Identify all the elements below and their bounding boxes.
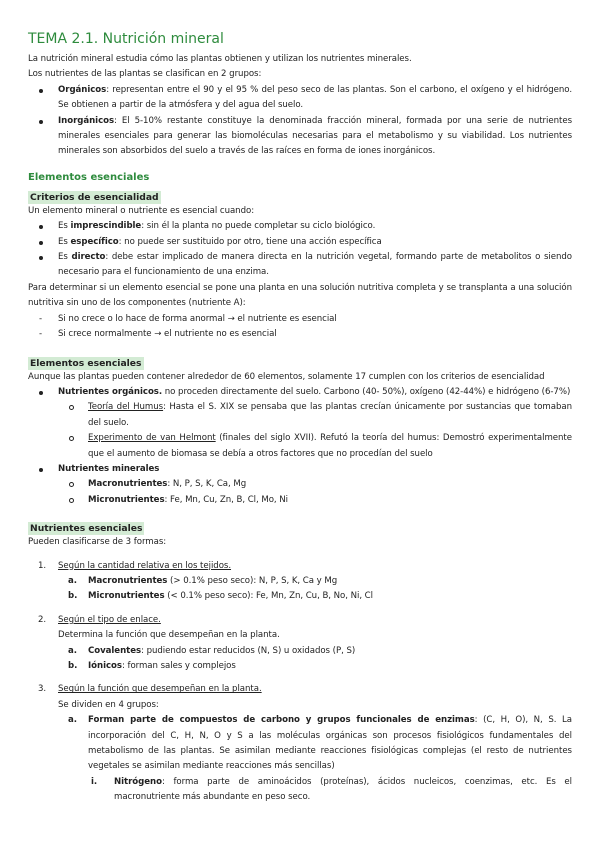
- item-number: 2.: [38, 614, 47, 625]
- item-letter: b.: [68, 661, 78, 671]
- lettered-item: [28, 659, 572, 674]
- item-title: Según el tipo de enlace.: [58, 614, 161, 625]
- paragraph: Un elemento mineral o nutriente es esencial cuando:: [28, 205, 255, 216]
- item-letter: b.: [68, 591, 78, 602]
- subsection-heading: Nutrientes esenciales: [30, 523, 143, 535]
- list-item: [28, 462, 572, 477]
- list-item: [28, 235, 572, 250]
- sub-list-item: [28, 477, 572, 492]
- intro-line: Los nutrientes de las plantas se clasifican en 2 grupos:: [28, 69, 262, 80]
- sub-list-item: [28, 431, 572, 462]
- term: Nutrientes orgánicos.: [58, 386, 163, 397]
- item-number: 3.: [38, 684, 47, 695]
- list-item: [28, 250, 572, 281]
- term: Inorgánicos: [58, 115, 115, 126]
- lettered-item: [28, 644, 572, 659]
- term: imprescindible: [70, 221, 142, 232]
- list-item: [28, 83, 572, 114]
- item-text: : sin él la planta no puede completar su ciclo biológico.: [141, 221, 376, 232]
- term: directo: [71, 252, 106, 263]
- term: Nitrógeno: [114, 776, 162, 787]
- item-text: (finales del siglo XVII). Refutó la teoría del humus: Demostró experimentalmente que el aumento de biomasa se debía a otros factores que no procedían del suelo: [88, 433, 572, 459]
- lettered-item: [28, 574, 572, 589]
- term: Iónicos: [88, 661, 122, 671]
- section-heading: Elementos esenciales: [28, 171, 150, 183]
- dash-item: - Si crece normalmente → el nutriente no es esencial: [28, 327, 572, 342]
- item-title: Según la cantidad relativa en los tejidos.: [58, 560, 232, 571]
- term: Macronutrientes: [88, 575, 168, 586]
- item-letter: a.: [68, 715, 77, 726]
- item-text: : forma parte de aminoácidos (proteínas), ácidos nucleicos, coenzimas, etc. Es el macronutriente más abundante en peso seco.: [114, 776, 572, 803]
- item-description: Se dividen en 4 grupos:: [58, 699, 159, 710]
- item-text: : Fe, Mn, Cu, Zn, B, Cl, Mo, Ni: [164, 494, 289, 505]
- sub-list-item: [28, 493, 572, 508]
- numbered-item: [28, 559, 572, 574]
- item-text: : pudiendo estar reducidos (N, S) u oxidados (P, S): [141, 645, 356, 656]
- intro-line: La nutrición mineral estudia cómo las plantas obtienen y utilizan los nutrientes minerales.: [28, 54, 412, 64]
- term: Micronutrientes: [88, 591, 165, 602]
- item-number: 1.: [38, 560, 47, 571]
- item-text: Es: [58, 236, 71, 247]
- item-title: Según la función que desempeñan en la planta.: [58, 684, 262, 695]
- sub-list-item: [28, 400, 572, 431]
- term: Micronutrientes: [88, 494, 165, 505]
- item-text: (< 0.1% peso seco): Fe, Mn, Zn, Cu, B, No, Ni, Cl: [164, 591, 373, 602]
- paragraph: Pueden clasificarse de 3 formas:: [28, 537, 167, 548]
- item-text: : representan entre el 90 y el 95 % del peso seco de las plantas. Son el carbono, el oxígeno y el hidrógeno. Se obtienen a partir de la atmósfera y del agua del suelo.: [58, 84, 572, 111]
- roman-item: [28, 775, 572, 806]
- lettered-item: [28, 589, 572, 604]
- item-text: : forman sales y complejos: [121, 661, 236, 671]
- item-text: no proceden directamente del suelo. Carbono (40- 50%), oxígeno (42-44%) e hidrógeno (6-7%): [162, 386, 571, 397]
- paragraph: Para determinar si un elemento esencial se pone una planta en una solución nutritiva completa y se transplanta a una solución nutritiva sin uno de los componentes (nutriente A):: [28, 282, 572, 309]
- item-text: Es: [58, 252, 72, 263]
- lettered-item: [28, 713, 572, 775]
- dash-item: - Si no crece o lo hace de forma anormal → el nutriente es esencial: [28, 312, 572, 327]
- item-text: : El 5-10% restante constituye la denominada fracción mineral, formada por una serie de nutrientes minerales esenciales para generar las biomoléculas necesarias para el metabolismo y su viabilidad. Los nutrientes minerales son absorbidos del suelo a través de las raíces en forma de iones inorgánicos.: [58, 115, 572, 157]
- item-text: Es: [58, 221, 71, 232]
- item-text: : debe estar implicado de manera directa en la nutrición vegetal, formando parte de metabolitos o siendo necesario para el funcionamiento de una enzima.: [58, 252, 572, 278]
- list-item: [28, 385, 572, 400]
- item-letter: a.: [68, 575, 77, 586]
- term: Covalentes: [88, 645, 142, 656]
- numbered-item: [28, 613, 572, 628]
- list-item: [28, 219, 572, 234]
- subsection-heading: Elementos esenciales: [30, 357, 142, 369]
- item-letter: i.: [91, 776, 98, 787]
- term: Teoría del Humus: [88, 402, 164, 413]
- page-title: TEMA 2.1. Nutrición mineral: [28, 31, 224, 47]
- subsection-heading: Criterios de esencialidad: [30, 191, 159, 203]
- list-item: [28, 114, 572, 160]
- term: Experimento de van Helmont: [88, 433, 216, 444]
- term: Nutrientes minerales: [58, 463, 160, 474]
- numbered-item: [28, 682, 572, 697]
- item-text: : N, P, S, K, Ca, Mg: [167, 479, 247, 490]
- term: Forman parte de compuestos de carbono y grupos funcionales de enzimas: [88, 715, 475, 726]
- item-text: (> 0.1% peso seco): N, P, S, K, Ca y Mg: [167, 575, 338, 586]
- term: específico: [70, 236, 119, 247]
- item-text: : (C, H, O), N, S. La incorporación del C, H, N, O y S a las moléculas orgánicas son procesos fisiológicos fundamentales del metabolismo de las plantas. Se asimilan mediante reacciones fisiológicas complejas (el resto de nutrientes vegetales se asimilan mediante reacciones más sencillas): [88, 715, 573, 772]
- item-letter: a.: [68, 645, 77, 656]
- term: Orgánicos: [58, 84, 107, 95]
- term: Macronutrientes: [88, 479, 168, 490]
- item-text: : Hasta el S. XIX se pensaba que las plantas crecían únicamente por sustancias que tomaban del suelo.: [88, 402, 572, 428]
- item-text: : no puede ser sustituido por otro, tiene una acción específica: [118, 236, 382, 247]
- item-description: Determina la función que desempeñan en la planta.: [58, 630, 280, 641]
- paragraph: Aunque las plantas pueden contener alrededor de 60 elementos, solamente 17 cumplen con los criterios de esencialidad: [28, 371, 545, 382]
